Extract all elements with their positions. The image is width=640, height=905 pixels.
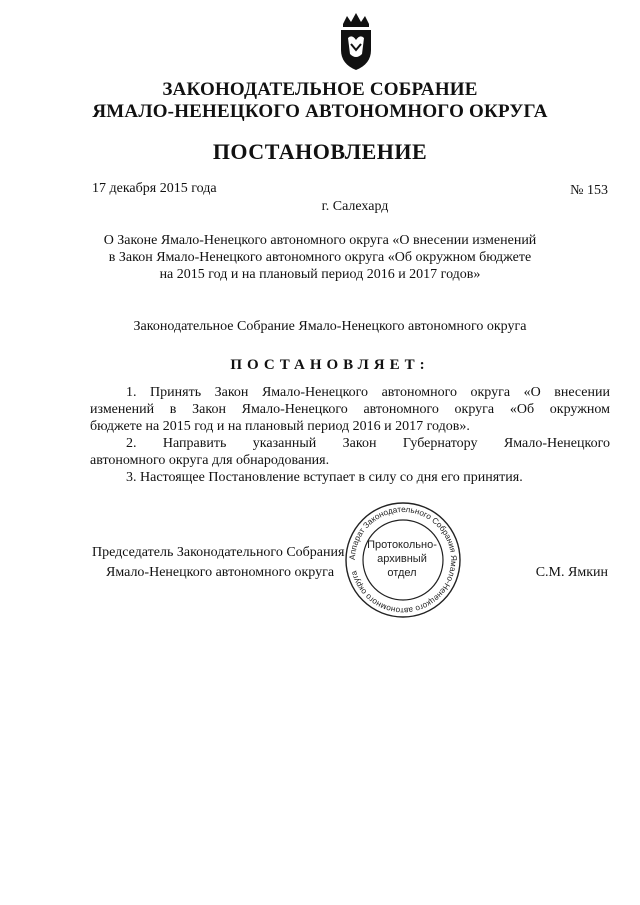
document-type-title: ПОСТАНОВЛЕНИЕ [212, 139, 428, 164]
resolves-heading: ПОСТАНОВЛЯЕТ: [230, 357, 430, 373]
org-name-line2: ЯМАЛО-НЕНЕЦКОГО АВТОНОМНОГО ОКРУГА [92, 101, 548, 122]
preamble: Законодательное Собрание Ямало-Ненецкого автономного округа [133, 319, 527, 334]
subject-line: О Законе Ямало-Ненецкого автономного округа «О внесении изменений [103, 233, 537, 248]
subject-line: на 2015 год и на плановый период 2016 и 2017 годов» [159, 267, 481, 282]
document-subject [100, 232, 540, 283]
item2-line: автономного округа для обнародования. [90, 453, 330, 468]
item1-line: бюджете на 2015 год и на плановый период 2016 и 2017 годов». [90, 419, 470, 434]
item1-line: изменений в Закон Ямало-Ненецкого автономного округа «Об окружном [90, 402, 610, 417]
subject-line: в Закон Ямало-Ненецкого автономного округа «Об окружном бюджете [108, 250, 532, 265]
item2-line: 2. Направить указанный Закон Губернатору Ямало-Ненецкого [126, 436, 610, 451]
org-name-line1: ЗАКОНОДАТЕЛЬНОЕ СОБРАНИЕ [162, 79, 478, 100]
signatory-position-line2: Ямало-Ненецкого автономного округа [106, 565, 335, 580]
signatory-position-line1: Председатель Законодательного Собрания [92, 545, 345, 560]
signatory-name: С.М. Ямкин [535, 565, 608, 580]
stamp-inner-line: Протокольно- [367, 539, 437, 551]
document-number: № 153 [570, 183, 608, 198]
resolution-items [90, 384, 610, 486]
document-city: г. Салехард [321, 199, 389, 214]
stamp-inner-line: отдел [387, 567, 417, 579]
stamp-inner-text [358, 538, 446, 580]
document-date: 17 декабря 2015 года [92, 181, 217, 196]
stamp-ring-text: Аппарат Законодательного Собрания Ямало-Ненецкого автономного округа [347, 504, 459, 616]
stamp-inner-line: архивный [377, 553, 427, 565]
item1-line: 1. Принять Закон Ямало-Ненецкого автономного округа «О внесении [126, 385, 610, 400]
item3-line: 3. Настоящее Постановление вступает в силу со дня его принятия. [126, 470, 523, 485]
coat-of-arms-icon [335, 10, 377, 72]
